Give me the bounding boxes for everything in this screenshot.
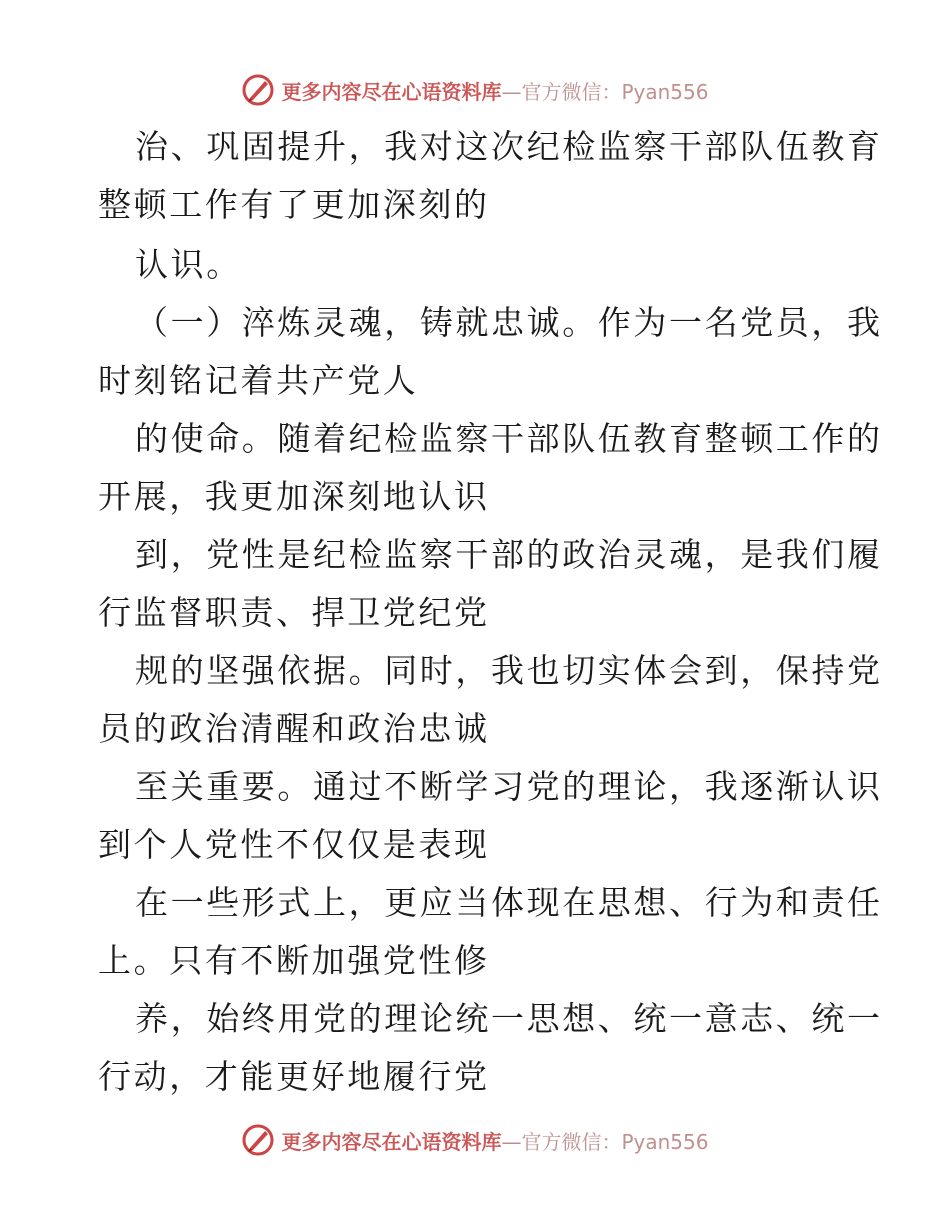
text-line: 至关重要。通过不断学习党的理论，我逐渐认识	[135, 767, 883, 806]
text-line: 规的坚强依据。同时，我也切实体会到，保持党	[135, 651, 883, 690]
quill-logo-icon	[241, 73, 275, 107]
watermark-brand: 更多内容尽在心语资料库	[281, 1129, 502, 1154]
text-line: 治、巩固提升，我对这次纪检监察干部队伍教育	[135, 127, 883, 166]
text-line: （一）淬炼灵魂，铸就忠诚。作为一名党员，我	[135, 303, 883, 342]
text-line: 时刻铭记着共产党人	[98, 361, 419, 400]
text-line: 到，党性是纪检监察干部的政治灵魂，是我们履	[135, 535, 883, 574]
text-line: 行监督职责、捍卫党纪党	[98, 593, 490, 632]
watermark-contact: 官方微信：Pyan556	[521, 79, 709, 104]
watermark-contact: 官方微信：Pyan556	[521, 1129, 709, 1154]
text-line: 员的政治清醒和政治忠诚	[98, 709, 490, 748]
header-watermark	[0, 70, 950, 110]
text-line: 在一些形式上，更应当体现在思想、行为和责任	[135, 883, 883, 922]
text-line: 认识。	[135, 245, 242, 284]
quill-logo-icon	[241, 1123, 275, 1157]
watermark-text	[281, 1126, 708, 1155]
watermark-text	[281, 76, 708, 105]
text-line: 整顿工作有了更加深刻的	[98, 185, 490, 224]
footer-watermark	[0, 1120, 950, 1160]
watermark-dash: —	[501, 1129, 522, 1154]
text-line: 上。只有不断加强党性修	[98, 941, 490, 980]
watermark-dash: —	[501, 79, 522, 104]
text-line: 行动，才能更好地履行党	[98, 1057, 490, 1096]
watermark-brand: 更多内容尽在心语资料库	[281, 79, 502, 104]
text-line: 开展，我更加深刻地认识	[98, 477, 490, 516]
text-line: 的使命。随着纪检监察干部队伍教育整顿工作的	[135, 419, 883, 458]
text-line: 到个人党性不仅仅是表现	[98, 825, 490, 864]
text-line: 养，始终用党的理论统一思想、统一意志、统一	[135, 999, 883, 1038]
